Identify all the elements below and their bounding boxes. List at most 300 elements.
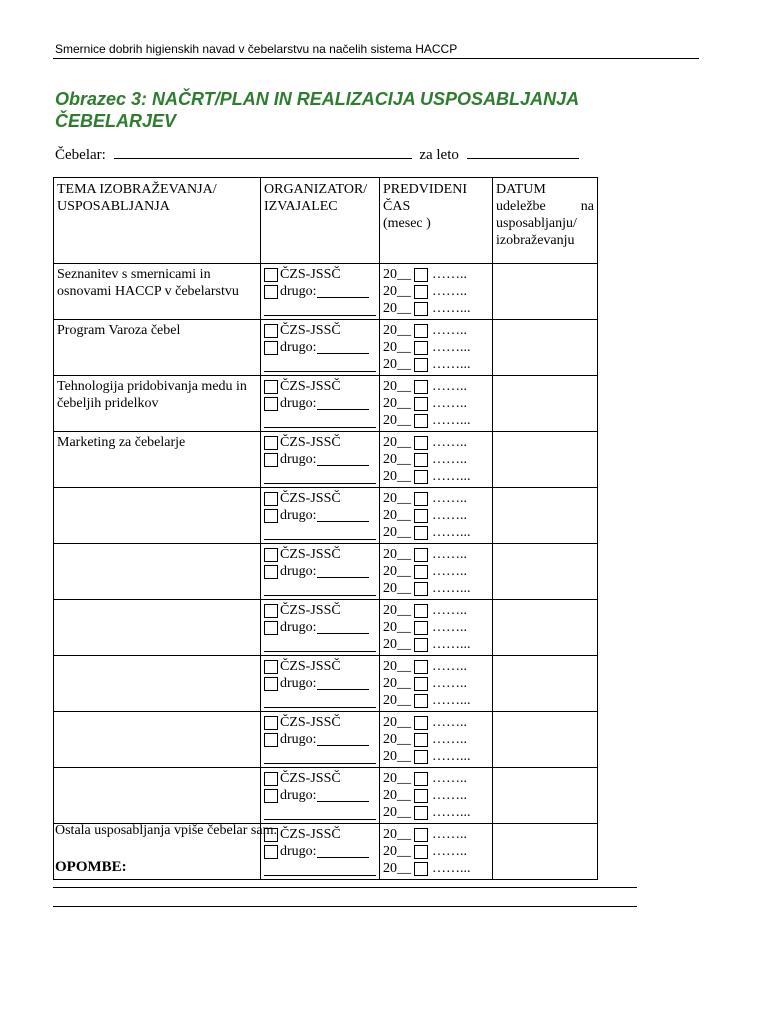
month-field[interactable]: …….. <box>432 732 467 747</box>
month-checkbox[interactable] <box>414 733 428 747</box>
beekeeper-line <box>55 146 579 164</box>
czs-label: ČZS-JSSČ <box>280 267 341 282</box>
czs-label: ČZS-JSSČ <box>280 435 341 450</box>
beekeeper-name-field[interactable] <box>114 146 412 159</box>
year-prefix[interactable]: 20__ <box>383 827 411 842</box>
year-prefix[interactable]: 20__ <box>383 620 411 635</box>
other-organizer-field[interactable] <box>317 845 369 858</box>
planned-month-line <box>383 524 489 541</box>
other-organizer-field[interactable] <box>317 285 369 298</box>
month-field[interactable]: ……... <box>432 340 471 355</box>
year-prefix[interactable]: 20__ <box>383 715 411 730</box>
year-prefix[interactable]: 20__ <box>383 452 411 467</box>
other-organizer-field[interactable] <box>317 789 369 802</box>
planned-month-line <box>383 826 489 843</box>
czs-checkbox[interactable] <box>264 268 278 282</box>
planned-month-line <box>383 339 489 356</box>
organizer-name-field[interactable] <box>264 524 376 540</box>
month-field[interactable]: …….. <box>432 659 467 674</box>
planned-time-cell <box>380 432 493 488</box>
header-date-line4: izobraževanju <box>496 233 575 248</box>
czs-checkbox[interactable] <box>264 436 278 450</box>
czs-label: ČZS-JSSČ <box>280 379 341 394</box>
attendance-date-cell[interactable] <box>493 432 598 488</box>
header-attendance-date <box>493 178 598 264</box>
organizer-option-other <box>264 787 376 804</box>
topic-cell[interactable]: Tehnologija pridobivanja medu in čebeljih pridelkov <box>54 376 261 432</box>
month-field[interactable]: ……... <box>432 413 471 428</box>
organizer-name-field[interactable] <box>264 580 376 596</box>
header-organizer-line2: IZVAJALEC <box>264 199 338 214</box>
organizer-option-other <box>264 339 376 356</box>
planned-month-line <box>383 412 489 429</box>
organizer-option-other <box>264 395 376 412</box>
other-organizer-field[interactable] <box>317 341 369 354</box>
year-prefix[interactable]: 20__ <box>383 396 411 411</box>
planned-month-line <box>383 692 489 709</box>
planned-month-line <box>383 602 489 619</box>
year-prefix[interactable]: 20__ <box>383 771 411 786</box>
attendance-date-cell[interactable] <box>493 320 598 376</box>
attendance-date-cell[interactable] <box>493 824 598 880</box>
organizer-cell <box>261 488 380 544</box>
beekeeper-label: Čebelar: <box>55 147 106 163</box>
header-topic-line2: USPOSABLJANJA <box>57 199 170 214</box>
organizer-name-field[interactable] <box>264 860 376 876</box>
table-row <box>54 488 598 544</box>
year-prefix[interactable]: 20__ <box>383 340 411 355</box>
year-prefix[interactable]: 20__ <box>383 581 411 596</box>
month-checkbox[interactable] <box>414 268 428 282</box>
month-field[interactable]: ……... <box>432 469 471 484</box>
month-field[interactable]: ……... <box>432 357 471 372</box>
form-title <box>55 88 695 132</box>
planned-month-line <box>383 619 489 636</box>
footer-note: Ostala usposabljanja vpiše čebelar sam. <box>55 823 277 838</box>
other-organizer-field[interactable] <box>317 621 369 634</box>
planned-time-cell <box>380 264 493 320</box>
other-checkbox[interactable] <box>264 397 278 411</box>
header-planned-line1: PREDVIDENI <box>383 182 467 197</box>
planned-month-line <box>383 843 489 860</box>
topic-cell[interactable] <box>54 600 261 656</box>
planned-month-line <box>383 356 489 373</box>
other-organizer-field[interactable] <box>317 397 369 410</box>
other-label: drugo: <box>280 788 317 803</box>
table-row <box>54 432 598 488</box>
year-prefix[interactable]: 20__ <box>383 732 411 747</box>
other-checkbox[interactable] <box>264 453 278 467</box>
other-label: drugo: <box>280 676 317 691</box>
header-topic-line1: TEMA IZOBRAŽEVANJA/ <box>57 182 217 197</box>
planned-time-cell <box>380 768 493 824</box>
month-checkbox[interactable] <box>414 582 428 596</box>
czs-checkbox[interactable] <box>264 604 278 618</box>
other-checkbox[interactable] <box>264 285 278 299</box>
other-checkbox[interactable] <box>264 789 278 803</box>
year-prefix[interactable]: 20__ <box>383 844 411 859</box>
month-checkbox[interactable] <box>414 694 428 708</box>
organizer-option-czs <box>264 826 376 843</box>
year-prefix[interactable]: 20__ <box>383 637 411 652</box>
czs-label: ČZS-JSSČ <box>280 323 341 338</box>
header-date-line3: usposabljanju/ <box>496 216 577 231</box>
other-organizer-field[interactable] <box>317 565 369 578</box>
organizer-option-czs <box>264 602 376 619</box>
month-checkbox[interactable] <box>414 341 428 355</box>
month-checkbox[interactable] <box>414 660 428 674</box>
planned-month-line <box>383 322 489 339</box>
planned-month-line <box>383 731 489 748</box>
planned-month-line <box>383 300 489 317</box>
topic-cell[interactable]: Seznanitev s smernicami in osnovami HACCP v čebelarstvu <box>54 264 261 320</box>
table-row <box>54 768 598 824</box>
month-field[interactable]: …….. <box>432 284 467 299</box>
header-planned-line3: (mesec ) <box>383 216 431 231</box>
header-planned-line2: ČAS <box>383 199 411 214</box>
header-date-line1: DATUM <box>496 182 546 197</box>
year-prefix[interactable]: 20__ <box>383 284 411 299</box>
planned-month-line <box>383 451 489 468</box>
month-checkbox[interactable] <box>414 716 428 730</box>
month-checkbox[interactable] <box>414 548 428 562</box>
table-body <box>54 264 598 880</box>
other-label: drugo: <box>280 284 317 299</box>
table-row <box>54 600 598 656</box>
czs-checkbox[interactable] <box>264 660 278 674</box>
organizer-option-czs <box>264 714 376 731</box>
month-checkbox[interactable] <box>414 862 428 876</box>
organizer-name-field[interactable] <box>264 412 376 428</box>
planned-month-line <box>383 507 489 524</box>
topic-cell[interactable] <box>54 488 261 544</box>
topic-cell[interactable] <box>54 544 261 600</box>
year-prefix[interactable]: 20__ <box>383 861 411 876</box>
year-prefix[interactable]: 20__ <box>383 547 411 562</box>
month-field[interactable]: …….. <box>432 676 467 691</box>
table-row <box>54 320 598 376</box>
year-prefix[interactable]: 20__ <box>383 693 411 708</box>
month-field[interactable]: …….. <box>432 491 467 506</box>
czs-checkbox[interactable] <box>264 324 278 338</box>
month-checkbox[interactable] <box>414 526 428 540</box>
czs-label: ČZS-JSSČ <box>280 771 341 786</box>
year-prefix[interactable]: 20__ <box>383 413 411 428</box>
attendance-date-cell[interactable] <box>493 376 598 432</box>
month-checkbox[interactable] <box>414 638 428 652</box>
year-prefix[interactable]: 20__ <box>383 564 411 579</box>
month-field[interactable]: ……... <box>432 693 471 708</box>
planned-month-line <box>383 580 489 597</box>
month-field[interactable]: ……... <box>432 749 471 764</box>
organizer-name-field[interactable] <box>264 804 376 820</box>
year-label: za leto <box>419 147 459 163</box>
year-prefix[interactable]: 20__ <box>383 491 411 506</box>
organizer-option-other <box>264 843 376 860</box>
month-checkbox[interactable] <box>414 772 428 786</box>
year-prefix[interactable]: 20__ <box>383 676 411 691</box>
organizer-option-czs <box>264 658 376 675</box>
header-topic <box>54 178 261 264</box>
organizer-option-other <box>264 619 376 636</box>
organizer-option-czs <box>264 770 376 787</box>
month-field[interactable]: …….. <box>432 827 467 842</box>
remarks-line-2[interactable] <box>53 906 637 907</box>
organizer-option-other <box>264 507 376 524</box>
topic-cell[interactable] <box>54 768 261 824</box>
month-field[interactable]: …….. <box>432 547 467 562</box>
planned-month-line <box>383 860 489 877</box>
czs-label: ČZS-JSSČ <box>280 603 341 618</box>
planned-month-line <box>383 490 489 507</box>
organizer-cell <box>261 824 380 880</box>
header-date-word2: udeležbe <box>496 199 546 214</box>
table-row <box>54 376 598 432</box>
organizer-cell <box>261 712 380 768</box>
topic-cell[interactable] <box>54 656 261 712</box>
month-checkbox[interactable] <box>414 509 428 523</box>
year-field[interactable] <box>467 146 579 159</box>
table-row <box>54 264 598 320</box>
organizer-option-other <box>264 563 376 580</box>
month-checkbox[interactable] <box>414 285 428 299</box>
organizer-name-field[interactable] <box>264 748 376 764</box>
planned-month-line <box>383 434 489 451</box>
other-label: drugo: <box>280 452 317 467</box>
month-field[interactable]: …….. <box>432 844 467 859</box>
running-header: Smernice dobrih higienskih navad v čebelarstvu na načelih sistema HACCP <box>55 42 458 56</box>
year-prefix[interactable]: 20__ <box>383 788 411 803</box>
planned-time-cell <box>380 376 493 432</box>
czs-checkbox[interactable] <box>264 548 278 562</box>
training-plan-table <box>53 177 598 880</box>
year-prefix[interactable]: 20__ <box>383 301 411 316</box>
planned-month-line <box>383 748 489 765</box>
topic-cell[interactable]: Marketing za čebelarje <box>54 432 261 488</box>
planned-time-cell <box>380 544 493 600</box>
topic-cell[interactable]: Program Varoza čebel <box>54 320 261 376</box>
year-prefix[interactable]: 20__ <box>383 323 411 338</box>
planned-month-line <box>383 675 489 692</box>
organizer-name-field[interactable] <box>264 468 376 484</box>
organizer-option-other <box>264 675 376 692</box>
other-label: drugo: <box>280 340 317 355</box>
month-checkbox[interactable] <box>414 380 428 394</box>
other-organizer-field[interactable] <box>317 453 369 466</box>
other-organizer-field[interactable] <box>317 677 369 690</box>
other-checkbox[interactable] <box>264 621 278 635</box>
month-field[interactable]: ……... <box>432 301 471 316</box>
planned-month-line <box>383 266 489 283</box>
organizer-cell <box>261 264 380 320</box>
other-checkbox[interactable] <box>264 677 278 691</box>
month-field[interactable]: …….. <box>432 323 467 338</box>
other-label: drugo: <box>280 564 317 579</box>
planned-month-line <box>383 563 489 580</box>
organizer-option-czs <box>264 266 376 283</box>
month-checkbox[interactable] <box>414 789 428 803</box>
other-label: drugo: <box>280 732 317 747</box>
table-row <box>54 656 598 712</box>
planned-month-line <box>383 283 489 300</box>
month-field[interactable]: …….. <box>432 771 467 786</box>
planned-time-cell <box>380 488 493 544</box>
organizer-option-other <box>264 731 376 748</box>
attendance-date-cell[interactable] <box>493 544 598 600</box>
organizer-option-czs <box>264 322 376 339</box>
year-prefix[interactable]: 20__ <box>383 357 411 372</box>
month-field[interactable]: …….. <box>432 788 467 803</box>
year-prefix[interactable]: 20__ <box>383 749 411 764</box>
month-checkbox[interactable] <box>414 397 428 411</box>
month-checkbox[interactable] <box>414 453 428 467</box>
organizer-cell <box>261 320 380 376</box>
organizer-option-other <box>264 283 376 300</box>
form-title-line2: ČEBELARJEV <box>55 111 177 131</box>
czs-checkbox[interactable] <box>264 772 278 786</box>
planned-time-cell <box>380 712 493 768</box>
month-field[interactable]: …….. <box>432 715 467 730</box>
organizer-option-czs <box>264 378 376 395</box>
month-field[interactable]: ……... <box>432 805 471 820</box>
planned-time-cell <box>380 320 493 376</box>
month-checkbox[interactable] <box>414 358 428 372</box>
planned-month-line <box>383 395 489 412</box>
table-row <box>54 712 598 768</box>
organizer-cell <box>261 600 380 656</box>
other-checkbox[interactable] <box>264 565 278 579</box>
remarks-label: OPOMBE: <box>55 859 127 875</box>
year-prefix[interactable]: 20__ <box>383 508 411 523</box>
year-prefix[interactable]: 20__ <box>383 379 411 394</box>
other-checkbox[interactable] <box>264 733 278 747</box>
month-field[interactable]: ……... <box>432 861 471 876</box>
month-field[interactable]: ……... <box>432 525 471 540</box>
header-rule <box>53 58 699 59</box>
organizer-name-field[interactable] <box>264 300 376 316</box>
other-checkbox[interactable] <box>264 845 278 859</box>
organizer-cell <box>261 544 380 600</box>
organizer-name-field[interactable] <box>264 692 376 708</box>
month-field[interactable]: …….. <box>432 435 467 450</box>
attendance-date-cell[interactable] <box>493 600 598 656</box>
other-label: drugo: <box>280 508 317 523</box>
header-organizer-line1: ORGANIZATOR/ <box>264 182 368 197</box>
other-label: drugo: <box>280 396 317 411</box>
year-prefix[interactable]: 20__ <box>383 525 411 540</box>
month-checkbox[interactable] <box>414 436 428 450</box>
planned-month-line <box>383 658 489 675</box>
other-checkbox[interactable] <box>264 509 278 523</box>
month-field[interactable]: ……... <box>432 581 471 596</box>
other-label: drugo: <box>280 844 317 859</box>
planned-time-cell <box>380 824 493 880</box>
other-organizer-field[interactable] <box>317 733 369 746</box>
other-organizer-field[interactable] <box>317 509 369 522</box>
month-field[interactable]: ……... <box>432 637 471 652</box>
year-prefix[interactable]: 20__ <box>383 469 411 484</box>
year-prefix[interactable]: 20__ <box>383 805 411 820</box>
czs-label: ČZS-JSSČ <box>280 659 341 674</box>
month-checkbox[interactable] <box>414 324 428 338</box>
planned-month-line <box>383 714 489 731</box>
month-checkbox[interactable] <box>414 750 428 764</box>
czs-checkbox[interactable] <box>264 492 278 506</box>
month-checkbox[interactable] <box>414 845 428 859</box>
remarks-line-1[interactable] <box>53 887 637 888</box>
organizer-cell <box>261 432 380 488</box>
year-prefix[interactable]: 20__ <box>383 659 411 674</box>
month-checkbox[interactable] <box>414 621 428 635</box>
planned-month-line <box>383 378 489 395</box>
month-field[interactable]: …….. <box>432 452 467 467</box>
form-title-line1: Obrazec 3: NAČRT/PLAN IN REALIZACIJA USPOSABLJANJA <box>55 89 580 109</box>
attendance-date-cell[interactable] <box>493 712 598 768</box>
year-prefix[interactable]: 20__ <box>383 267 411 282</box>
organizer-cell <box>261 656 380 712</box>
header-planned-time <box>380 178 493 264</box>
month-checkbox[interactable] <box>414 604 428 618</box>
month-checkbox[interactable] <box>414 806 428 820</box>
attendance-date-cell[interactable] <box>493 488 598 544</box>
czs-label: ČZS-JSSČ <box>280 547 341 562</box>
month-checkbox[interactable] <box>414 565 428 579</box>
organizer-name-field[interactable] <box>264 356 376 372</box>
organizer-cell <box>261 768 380 824</box>
czs-label: ČZS-JSSČ <box>280 491 341 506</box>
czs-checkbox[interactable] <box>264 380 278 394</box>
month-checkbox[interactable] <box>414 677 428 691</box>
month-field[interactable]: …….. <box>432 379 467 394</box>
year-prefix[interactable]: 20__ <box>383 603 411 618</box>
attendance-date-cell[interactable] <box>493 768 598 824</box>
organizer-option-czs <box>264 546 376 563</box>
month-field[interactable]: …….. <box>432 603 467 618</box>
month-checkbox[interactable] <box>414 470 428 484</box>
month-checkbox[interactable] <box>414 302 428 316</box>
month-checkbox[interactable] <box>414 492 428 506</box>
planned-month-line <box>383 636 489 653</box>
other-label: drugo: <box>280 620 317 635</box>
month-field[interactable]: …….. <box>432 508 467 523</box>
other-checkbox[interactable] <box>264 341 278 355</box>
table-header-row <box>54 178 598 264</box>
year-prefix[interactable]: 20__ <box>383 435 411 450</box>
czs-label: ČZS-JSSČ <box>280 827 341 842</box>
planned-time-cell <box>380 656 493 712</box>
planned-month-line <box>383 804 489 821</box>
attendance-date-cell[interactable] <box>493 264 598 320</box>
topic-cell[interactable] <box>54 712 261 768</box>
month-field[interactable]: …….. <box>432 267 467 282</box>
organizer-option-other <box>264 451 376 468</box>
header-date-word3: na <box>580 199 594 214</box>
planned-time-cell <box>380 600 493 656</box>
month-field[interactable]: …….. <box>432 564 467 579</box>
organizer-name-field[interactable] <box>264 636 376 652</box>
month-field[interactable]: …….. <box>432 396 467 411</box>
month-field[interactable]: …….. <box>432 620 467 635</box>
organizer-option-czs <box>264 434 376 451</box>
month-checkbox[interactable] <box>414 828 428 842</box>
header-organizer <box>261 178 380 264</box>
table-row <box>54 544 598 600</box>
organizer-option-czs <box>264 490 376 507</box>
header-date-line2 <box>496 198 594 215</box>
attendance-date-cell[interactable] <box>493 656 598 712</box>
month-checkbox[interactable] <box>414 414 428 428</box>
czs-checkbox[interactable] <box>264 716 278 730</box>
